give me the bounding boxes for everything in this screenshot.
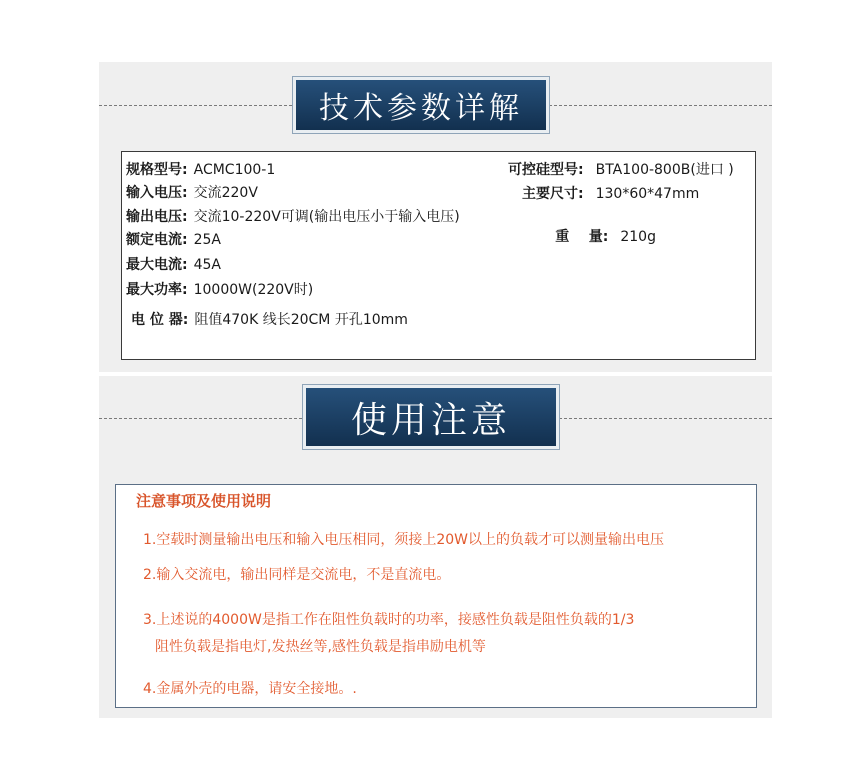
specs-box [121,151,756,360]
usage-panel [99,376,772,718]
spec-label: 最大功率: [126,282,188,298]
usage-note-3: 3.上述说的4000W是指工作在阻性负载时的功率，接感性负载是阻性负载的1/3 [143,612,635,628]
spec-row-weight [526,210,656,262]
usage-note-4: 4.金属外壳的电器，请安全接地。. [143,681,357,697]
usage-box [115,484,757,708]
spec-label: 额定电流: [126,232,188,248]
spec-label: 输出电压: [126,209,188,225]
spec-value: 45A [193,257,222,273]
spec-label: 主要尺寸: [522,186,584,202]
spec-value: 25A [193,232,222,248]
specs-panel [99,62,772,372]
spec-row-input-voltage [126,182,258,202]
usage-note-3-cont: 阻性负载是指电灯,发热丝等,感性负载是指串励电机等 [155,639,486,655]
spec-label: 电 位 器: [131,312,189,328]
spec-row-max-power [126,279,313,299]
spec-value: 130*60*47mm [595,186,700,202]
spec-value: BTA100-800B(进口 ) [595,162,734,178]
usage-heading: 注意事项及使用说明 [136,492,272,510]
spec-label: 重 量: [555,229,609,245]
spec-value: ACMC100-1 [193,162,276,178]
spec-value: 10000W(220V时) [193,282,314,298]
spec-value: 交流10-220V可调(输出电压小于输入电压) [193,209,460,225]
spec-row-model [126,159,275,179]
spec-row-dimensions [522,183,699,203]
spec-row-thyristor [508,159,734,179]
spec-value: 阻值470K 线长20CM 开孔10mm [194,312,408,328]
spec-row-max-current [126,254,221,274]
spec-row-rated-current [126,229,221,249]
specs-banner-title: 技术参数详解 [296,80,546,130]
spec-row-output-voltage [126,206,460,226]
spec-value: 交流220V [193,185,258,201]
usage-note-2: 2.输入交流电，输出同样是交流电，不是直流电。 [143,567,451,583]
usage-banner-title: 使用注意 [306,388,556,446]
spec-label: 可控硅型号: [508,162,584,178]
spec-row-potentiometer [131,309,408,329]
usage-note-1: 1.空载时测量输出电压和输入电压相同，须接上20W以上的负载才可以测量输出电压 [143,532,665,548]
spec-label: 最大电流: [126,257,188,273]
spec-label: 输入电压: [126,185,188,201]
spec-label: 规格型号: [126,162,188,178]
spec-value: 210g [620,229,656,245]
